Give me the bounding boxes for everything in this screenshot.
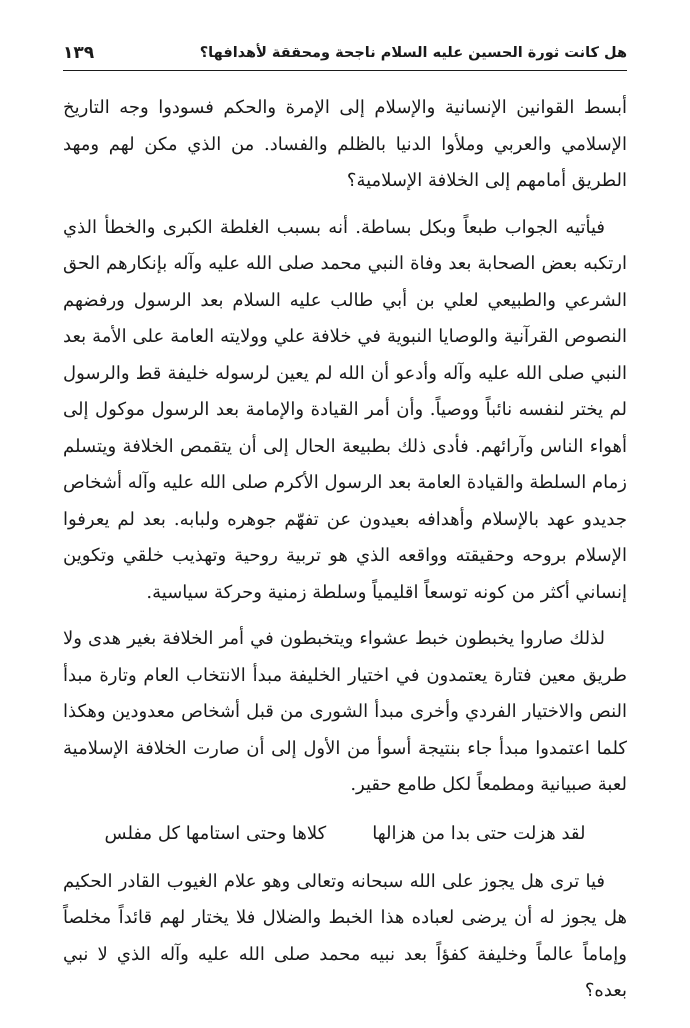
verse-first-hemistich: لقد هزلت حتى بدا من هزالها [372,822,586,844]
page-number: ١٣٩ [63,43,95,63]
paragraph-answer: فيأتيه الجواب طبعاً وبكل بساطة. أنه بسبب الغلطة الكبرى والخطأ الذي ارتكبه بعض الصحابة بعد وفاة النبي محمد صلى الله عليه وآله بإنكارهم الحق الشرعي والطبيعي لعلي بن أبي طالب عليه السلام بعد الرسول ورفضهم النصوص القرآنية والوصايا النبوية في خلافة علي وولايته العامة على الأمة بعد النبي صلى الله عليه وآله وأدعو أن الله لم يعين لرسوله خليفة قط والرسول لم يختر لنفسه نائباً ووصياً. وأن أمر القيادة والإمامة بعد الرسول موكول إلى أهواء الناس وآرائهم. فأدى ذلك بطبيعة الحال إلى أن يتقمص الخلافة ويتسلم زمام السلطة والقيادة العامة بعد الرسول الأكرم صلى الله عليه وآله أشخاص جديدو عهد بالإسلام وأهدافه بعيدون عن تفهّم جوهره ولبابه. بعد لم يعرفوا الإسلام بروحه وحقيقته وواقعه الذي هو تربية روحية وتهذيب خلقي وتكوين إنساني أكثر من كونه توسعاً اقليمياً وسلطة زمنية وحركة سياسية. [63,216,627,603]
paragraph-continued: أبسط القوانين الإنسانية والإسلام إلى الإمرة والحكم فسودوا وجه التاريخ الإسلامي والعربي وملأوا الدنيا بالظلم والفساد. من الذي مكن لهم ومهد الطريق أمامهم إلى الخلافة الإسلامية؟ [63,97,627,191]
paragraph-closing-question: فيا ترى هل يجوز على الله سبحانه وتعالى وهو علام الغيوب القادر الحكيم هل يجوز له أن يرضى لعباده هذا الخبط والضلال فلا يختار لهم قائداً مخلصاً وإماماً عالماً وخليفة كفؤاً بعد نبيه محمد صلى الله عليه وآله الذي لا نبي بعده؟ [63,870,627,1001]
paragraph-caliphate: لذلك صاروا يخبطون خبط عشواء ويتخبطون في أمر الخلافة بغير هدى ولا طريق معين فتارة يعتمدون في اختيار الخليفة مبدأ الانتخاب العام وتارة مبدأ النص والاختيار الفردي وأخرى مبدأ الشورى من قبل أشخاص معدودين وهكذا كلما اعتمدوا مبدأ جاء بنتيجة أسوأ من الأول إلى أن صارت الخلافة الإسلامية لعبة صبيانية ومطمعاً لكل طامع حقير. [63,628,627,795]
poetry-verse [63,814,627,854]
body-text [63,90,627,1020]
page-header [63,36,627,71]
running-title: هل كانت ثورة الحسين عليه السلام ناجحة ومحققة لأهدافها؟ [199,45,627,61]
verse-second-hemistich: كلاها وحتى استامها كل مفلس [104,822,327,844]
